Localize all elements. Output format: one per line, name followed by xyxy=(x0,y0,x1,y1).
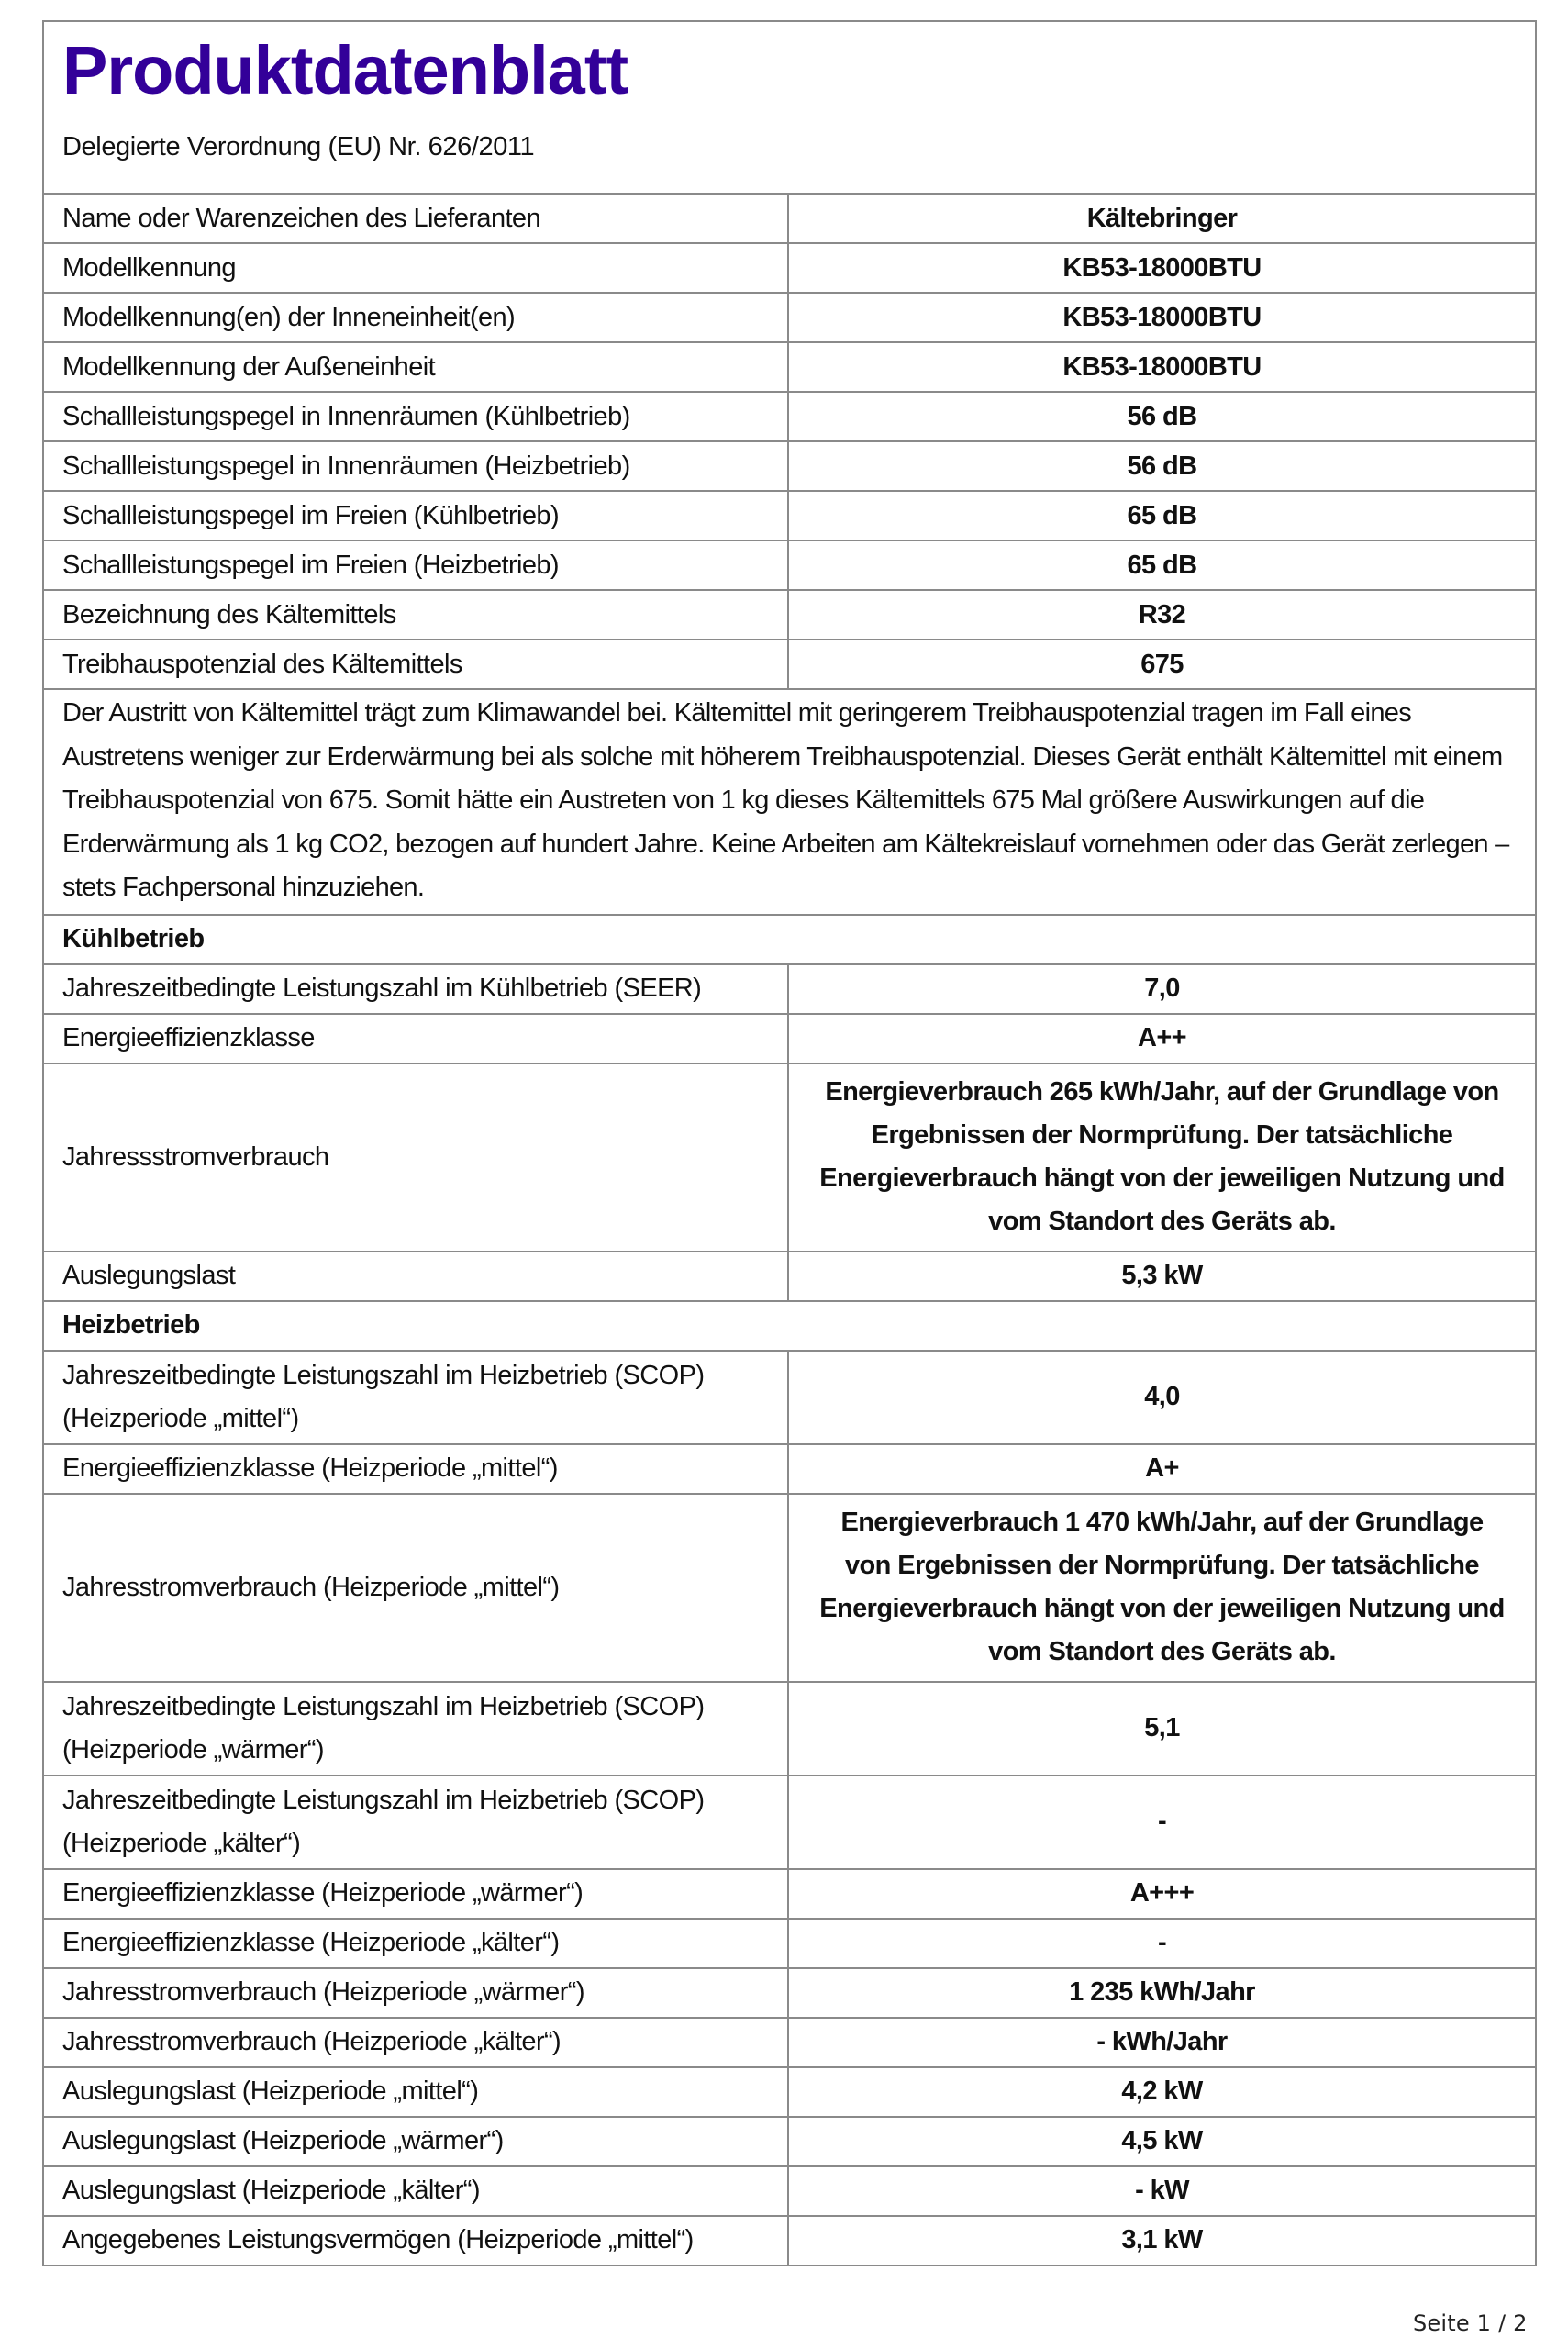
refrigerant-notice: Der Austritt von Kältemittel trägt zum Klimawandel bei. Kältemittel mit geringerem Treibhauspotenzial tragen im Fall eines Austretens weniger zur Erderwärmung bei als solche mit höherem Treibhauspotenzial. Dieses Gerät enthält Kältemittel mit einem Treibhauspotenzial von 675. Somit hätte ein Austreten von 1 kg dieses Kältemittels 675 Mal größere Auswirkungen auf die Erderwärmung als 1 kg CO2, bezogen auf hundert Jahre. Keine Arbeiten am Kältekreislauf vornehmen oder das Gerät zerlegen – stets Fachpersonal hinzuziehen. xyxy=(43,689,1536,915)
table-row xyxy=(43,2067,1536,2117)
header-row xyxy=(43,21,1536,194)
row-label: Auslegungslast (Heizperiode „kälter“) xyxy=(43,2166,788,2216)
row-value: A+ xyxy=(788,1444,1536,1494)
row-label: Jahreszeitbedingte Leistungszahl im Kühlbetrieb (SEER) xyxy=(43,964,788,1014)
section-header-row xyxy=(43,1301,1536,1351)
section-heating: Heizbetrieb xyxy=(43,1301,1536,1351)
row-label: Jahresstromverbrauch (Heizperiode „mittel“) xyxy=(43,1494,788,1682)
row-value: 4,2 kW xyxy=(788,2067,1536,2117)
row-value: KB53-18000BTU xyxy=(788,293,1536,342)
table-row xyxy=(43,1494,1536,1682)
table-row xyxy=(43,2216,1536,2266)
row-value: 4,0 xyxy=(788,1351,1536,1444)
row-label: Treibhauspotenzial des Kältemittels xyxy=(43,640,788,689)
row-label: Schallleistungspegel im Freien (Kühlbetrieb) xyxy=(43,491,788,540)
table-row xyxy=(43,1682,1536,1776)
table-row xyxy=(43,1351,1536,1444)
row-value: - xyxy=(788,1919,1536,1968)
product-data-sheet xyxy=(42,20,1537,2266)
row-value: 1 235 kWh/Jahr xyxy=(788,1968,1536,2018)
row-value: 7,0 xyxy=(788,964,1536,1014)
table-row xyxy=(43,1014,1536,1063)
row-value: Energieverbrauch 1 470 kWh/Jahr, auf der Grundlage von Ergebnissen der Normprüfung. Der tatsächliche Energieverbrauch hängt von der jeweiligen Nutzung und vom Standort des Geräts ab. xyxy=(788,1494,1536,1682)
table-row xyxy=(43,1776,1536,1869)
row-label: Jahreszeitbedingte Leistungszahl im Heizbetrieb (SCOP) (Heizperiode „kälter“) xyxy=(43,1776,788,1869)
table-row xyxy=(43,1968,1536,2018)
row-value: 5,1 xyxy=(788,1682,1536,1776)
row-value: - xyxy=(788,1776,1536,1869)
row-label: Jahressstromverbrauch xyxy=(43,1063,788,1252)
table-row xyxy=(43,342,1536,392)
regulation-subtitle: Delegierte Verordnung (EU) Nr. 626/2011 xyxy=(62,132,535,161)
row-label: Schallleistungspegel in Innenräumen (Kühlbetrieb) xyxy=(43,392,788,441)
page-number: Seite 1 / 2 xyxy=(1413,2310,1528,2336)
table-row xyxy=(43,1444,1536,1494)
row-value: 3,1 kW xyxy=(788,2216,1536,2266)
row-label: Name oder Warenzeichen des Lieferanten xyxy=(43,194,788,243)
table-row xyxy=(43,1252,1536,1301)
notice-row xyxy=(43,689,1536,915)
row-label: Modellkennung(en) der Inneneinheit(en) xyxy=(43,293,788,342)
row-label: Angegebenes Leistungsvermögen (Heizperiode „mittel“) xyxy=(43,2216,788,2266)
row-label: Energieeffizienzklasse (Heizperiode „wärmer“) xyxy=(43,1869,788,1919)
row-value: A++ xyxy=(788,1014,1536,1063)
row-value: - kW xyxy=(788,2166,1536,2216)
row-value: KB53-18000BTU xyxy=(788,342,1536,392)
row-label: Jahresstromverbrauch (Heizperiode „wärmer“) xyxy=(43,1968,788,2018)
row-value: 65 dB xyxy=(788,491,1536,540)
row-value: R32 xyxy=(788,590,1536,640)
row-value: Kältebringer xyxy=(788,194,1536,243)
section-cooling: Kühlbetrieb xyxy=(43,915,1536,964)
table-row xyxy=(43,1869,1536,1919)
row-label: Schallleistungspegel in Innenräumen (Heizbetrieb) xyxy=(43,441,788,491)
row-label: Modellkennung xyxy=(43,243,788,293)
row-value: 675 xyxy=(788,640,1536,689)
table-row xyxy=(43,293,1536,342)
table-row xyxy=(43,194,1536,243)
section-header-row xyxy=(43,915,1536,964)
table-row xyxy=(43,2117,1536,2166)
row-label: Auslegungslast (Heizperiode „wärmer“) xyxy=(43,2117,788,2166)
row-label: Energieeffizienzklasse xyxy=(43,1014,788,1063)
table-row xyxy=(43,392,1536,441)
row-value: Energieverbrauch 265 kWh/Jahr, auf der Grundlage von Ergebnissen der Normprüfung. Der tatsächliche Energieverbrauch hängt von der jeweiligen Nutzung und vom Standort des Geräts ab. xyxy=(788,1063,1536,1252)
table-row xyxy=(43,540,1536,590)
row-value: 65 dB xyxy=(788,540,1536,590)
row-label: Jahreszeitbedingte Leistungszahl im Heizbetrieb (SCOP) (Heizperiode „mittel“) xyxy=(43,1351,788,1444)
data-table xyxy=(42,20,1537,2266)
header-cell xyxy=(43,21,1536,194)
row-label: Jahresstromverbrauch (Heizperiode „kälter“) xyxy=(43,2018,788,2067)
row-label: Auslegungslast xyxy=(43,1252,788,1301)
row-value: 4,5 kW xyxy=(788,2117,1536,2166)
table-row xyxy=(43,590,1536,640)
row-value: 56 dB xyxy=(788,392,1536,441)
table-row xyxy=(43,491,1536,540)
table-row xyxy=(43,2166,1536,2216)
row-label: Energieeffizienzklasse (Heizperiode „kälter“) xyxy=(43,1919,788,1968)
table-row xyxy=(43,2018,1536,2067)
table-row xyxy=(43,1063,1536,1252)
table-row xyxy=(43,640,1536,689)
row-label: Bezeichnung des Kältemittels xyxy=(43,590,788,640)
table-row xyxy=(43,964,1536,1014)
row-label: Modellkennung der Außeneinheit xyxy=(43,342,788,392)
row-label: Jahreszeitbedingte Leistungszahl im Heizbetrieb (SCOP) (Heizperiode „wärmer“) xyxy=(43,1682,788,1776)
row-value: 56 dB xyxy=(788,441,1536,491)
row-label: Energieeffizienzklasse (Heizperiode „mittel“) xyxy=(43,1444,788,1494)
row-value: A+++ xyxy=(788,1869,1536,1919)
page-title: Produktdatenblatt xyxy=(62,32,628,108)
row-label: Auslegungslast (Heizperiode „mittel“) xyxy=(43,2067,788,2117)
row-value: 5,3 kW xyxy=(788,1252,1536,1301)
table-row xyxy=(43,441,1536,491)
row-value: - kWh/Jahr xyxy=(788,2018,1536,2067)
row-value: KB53-18000BTU xyxy=(788,243,1536,293)
table-row xyxy=(43,1919,1536,1968)
row-label: Schallleistungspegel im Freien (Heizbetrieb) xyxy=(43,540,788,590)
table-row xyxy=(43,243,1536,293)
